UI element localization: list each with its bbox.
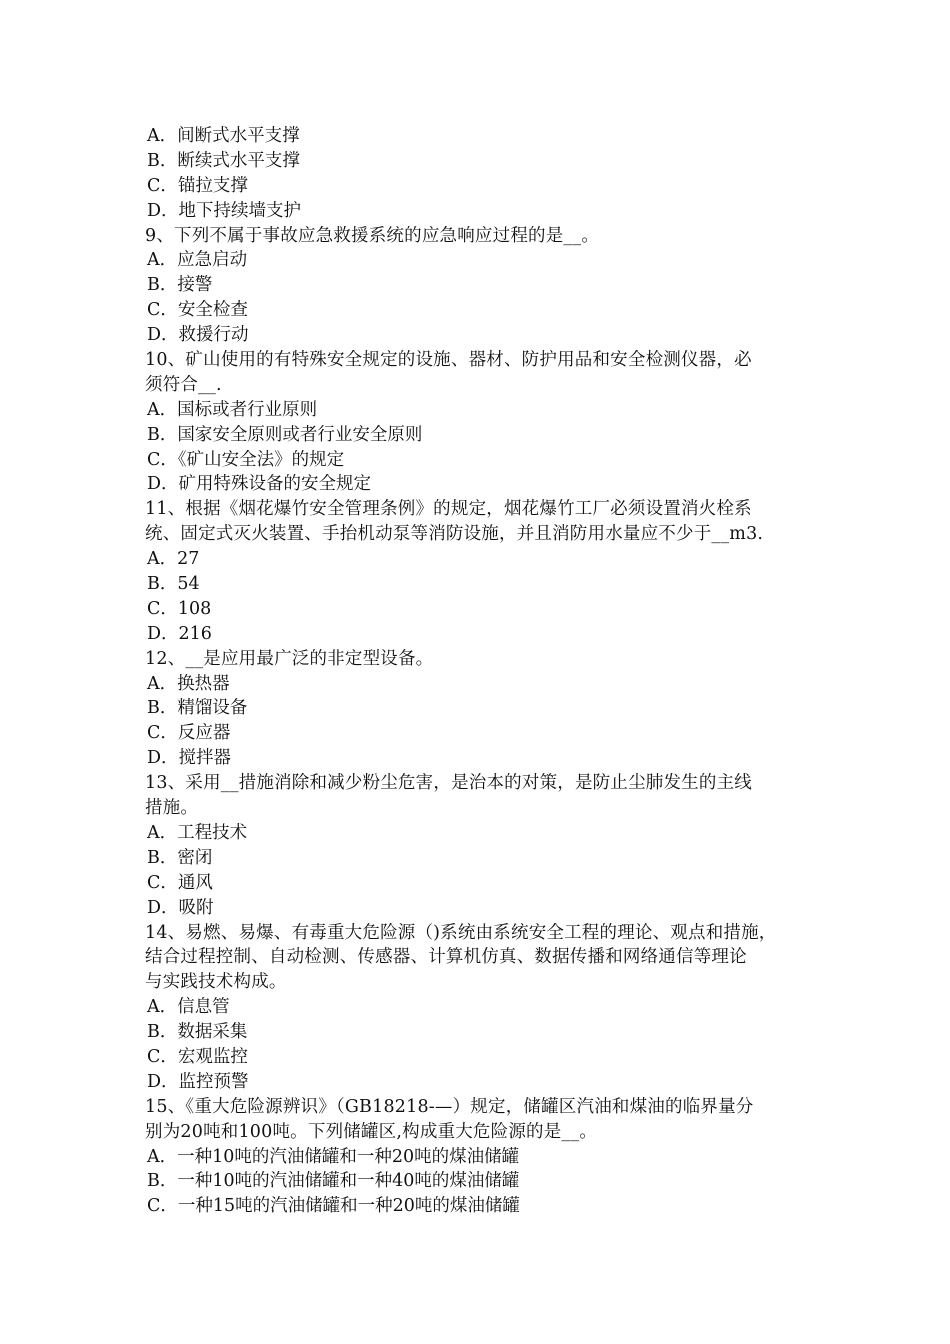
question-text-line: 15、《重大危险源辨识》（GB18218-—）规定，储罐区汽油和煤油的临界量分 <box>145 1096 754 1117</box>
question-text-line: 措施。 <box>145 798 199 819</box>
question-text-line: 12、__是应用最广泛的非定型设备。 <box>145 648 434 669</box>
answer-option-line: C．宏观监控 <box>147 1046 248 1067</box>
answer-option-line: C．108 <box>147 598 212 619</box>
answer-option-line: C．《矿山安全法》的规定 <box>147 449 345 470</box>
answer-option-line: C．一种15吨的汽油储罐和一种20吨的煤油储罐 <box>147 1196 520 1217</box>
question-text-line: 9、下列不属于事故应急救援系统的应急响应过程的是__。 <box>145 225 600 246</box>
answer-option-line: D．矿用特殊设备的安全规定 <box>147 474 372 495</box>
question-text-line: 13、采用__措施消除和减少粉尘危害，是治本的对策，是防止尘肺发生的主线 <box>145 773 752 794</box>
answer-option-line: B．54 <box>147 574 200 595</box>
answer-option-line: C．安全检查 <box>147 300 248 321</box>
answer-option-line: B．接警 <box>147 275 213 296</box>
question-text-line: 别为20吨和100吨。下列储罐区,构成重大危险源的是__。 <box>145 1121 598 1142</box>
question-text-line: 须符合__. <box>145 374 222 395</box>
answer-option-line: A．国标或者行业原则 <box>147 399 318 420</box>
answer-option-line: C．反应器 <box>147 723 231 744</box>
answer-option-line: A．一种10吨的汽油储罐和一种20吨的煤油储罐 <box>147 1146 520 1167</box>
answer-option-line: B．密闭 <box>147 847 213 868</box>
answer-option-line: A．27 <box>147 549 200 570</box>
answer-option-line: D．地下持续墙支护 <box>147 200 302 221</box>
answer-option-line: D．监控预警 <box>147 1071 249 1092</box>
question-text-line: 14、易燃、易爆、有毒重大危险源（)系统由系统安全工程的理论、观点和措施， <box>145 922 777 943</box>
answer-option-line: D．搅拌器 <box>147 748 232 769</box>
answer-option-line: B．数据采集 <box>147 1022 248 1043</box>
document-page <box>145 124 815 1219</box>
question-text-line: 11、根据《烟花爆竹安全管理条例》的规定，烟花爆竹工厂必须设置消火栓系 <box>145 499 752 520</box>
answer-option-line: A．换热器 <box>147 673 230 694</box>
question-text-line: 10、矿山使用的有特殊安全规定的设施、器材、防护用品和安全检测仪器，必 <box>145 350 752 371</box>
answer-option-line: B．一种10吨的汽油储罐和一种40吨的煤油储罐 <box>147 1171 520 1192</box>
answer-option-line: D．吸附 <box>147 897 214 918</box>
question-text-line: 统、固定式灭火装置、手抬机动泵等消防设施，并且消防用水量应不少于__m3. <box>145 524 764 545</box>
answer-option-line: B．国家安全原则或者行业安全原则 <box>147 424 423 445</box>
answer-option-line: B．精馏设备 <box>147 698 248 719</box>
answer-option-line: D．216 <box>147 623 212 644</box>
answer-option-line: A．信息管 <box>147 997 230 1018</box>
question-text-line: 结合过程控制、自动检测、传感器、计算机仿真、数据传播和网络通信等理论 <box>145 947 747 968</box>
answer-option-line: D．救援行动 <box>147 325 249 346</box>
answer-option-line: A．间断式水平支撑 <box>147 126 300 146</box>
answer-option-line: A．工程技术 <box>147 822 248 843</box>
question-text-line: 与实践技术构成。 <box>145 972 287 993</box>
answer-option-line: A．应急启动 <box>147 250 248 271</box>
answer-option-line: C．锚拉支撑 <box>147 175 248 196</box>
answer-option-line: C．通风 <box>147 872 213 893</box>
answer-option-line: B．断续式水平支撑 <box>147 150 300 171</box>
